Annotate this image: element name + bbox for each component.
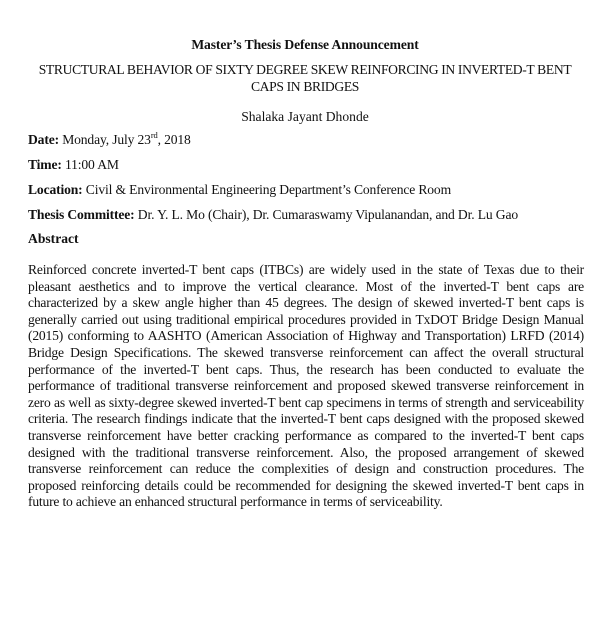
- committee-field: [28, 207, 518, 223]
- date-year: , 2018: [157, 132, 191, 147]
- announcement-heading: Master’s Thesis Defense Announcement: [191, 37, 419, 52]
- thesis-title: STRUCTURAL BEHAVIOR OF SIXTY DEGREE SKEW REINFORCING IN INVERTED-T BENT CAPS IN BRIDGES: [38, 62, 572, 94]
- date-label: Date:: [28, 132, 59, 147]
- committee-value: Dr. Y. L. Mo (Chair), Dr. Cumaraswamy Vipulanandan, and Dr. Lu Gao: [134, 207, 518, 222]
- location-field: [28, 182, 451, 198]
- time-value: 11:00 AM: [61, 157, 119, 172]
- committee-label: Thesis Committee:: [28, 207, 135, 222]
- time-label: Time:: [28, 157, 62, 172]
- abstract-body: Reinforced concrete inverted-T bent caps (ITBCs) are widely used in the state of Texas due to their pleasant aesthetics and to improve the vertical clearance. Most of the inverted-T bent caps are characterized by a skew angle higher than 45 degrees. The design of skewed inverted-T bent caps is generally carried out using traditional empirical procedures provided in TxDOT Bridge Design Manual (2015) conforming to AASHTO (American Association of Highway and Transportation) LRFD (2014) Bridge Design Specifications. The skewed transverse reinforcement can affect the overall structural performance of the inverted-T bent caps. Thus, the research has been conducted to evaluate the performance of traditional transverse reinforcement and proposed skewed transverse reinforcement in zero as well as sixty-degree skewed inverted-T bent cap specimens in terms of strength and serviceability criteria. The research findings indicate that the inverted-T bent caps designed with the proposed skewed transverse reinforcement have better cracking performance as compared to the inverted-T bent caps designed with the traditional transverse reinforcement. Also, the proposed arrangement of skewed transverse reinforcement can reduce the complexities of design and construction procedures. The proposed reinforcing details could be recommended for designing the skewed inverted-T bent caps in future to achieve an enhanced structural performance in terms of serviceability.: [28, 262, 584, 510]
- date-value: Monday, July 23: [58, 132, 151, 147]
- location-value: Civil & Environmental Engineering Department’s Conference Room: [82, 182, 451, 197]
- date-field: [28, 132, 191, 148]
- date-ordinal-suffix: rd: [150, 130, 158, 140]
- abstract-heading: Abstract: [28, 231, 79, 246]
- author-name: Shalaka Jayant Dhonde: [241, 109, 369, 124]
- location-label: Location:: [28, 182, 83, 197]
- time-field: [28, 157, 119, 173]
